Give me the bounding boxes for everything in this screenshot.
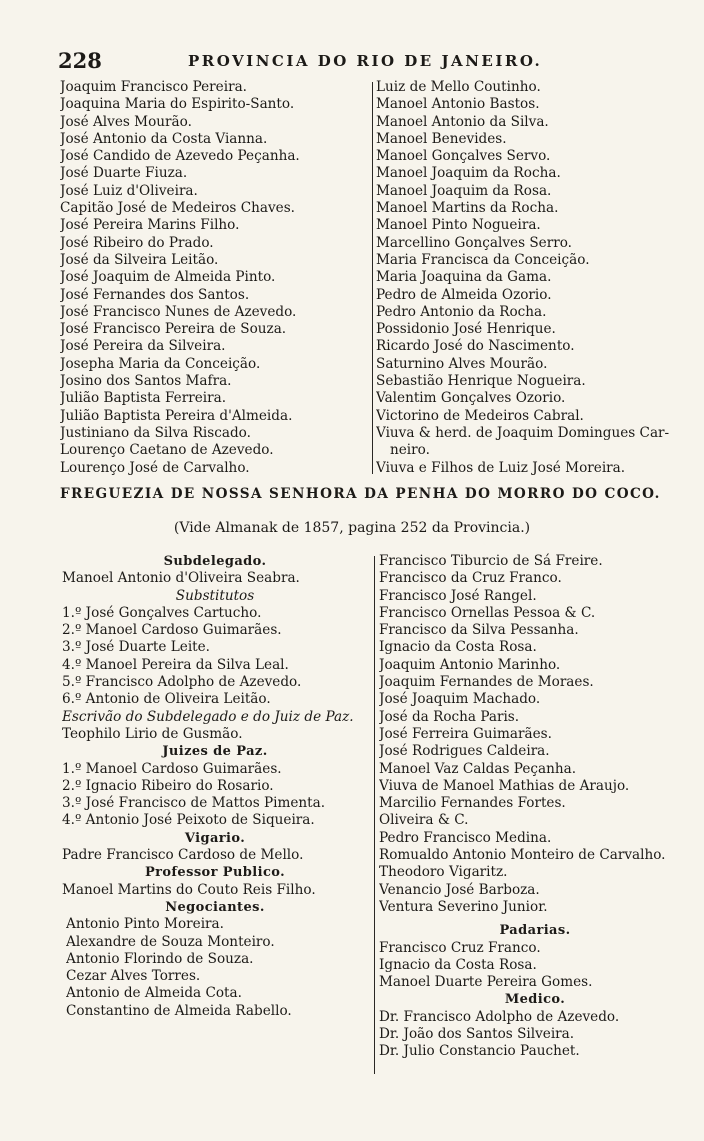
merchant-item: Marcilio Fernandes Fortes. xyxy=(379,795,566,812)
list-item: José da Silveira Leitão. xyxy=(60,251,219,268)
list-item: José Alves Mourão. xyxy=(60,113,192,130)
list-item: Manoel Martins da Rocha. xyxy=(376,200,559,217)
merchant-item: José Rodrigues Caldeira. xyxy=(379,743,550,760)
negociante-item: Constantino de Almeida Rabello. xyxy=(66,1002,292,1019)
list-item: José Pereira da Silveira. xyxy=(60,338,226,355)
section-title: FREGUEZIA DE NOSSA SENHORA DA PENHA DO MORRO DO COCO. xyxy=(60,486,661,502)
list-item: José Candido de Azevedo Peçanha. xyxy=(60,148,300,165)
juiz-item: 2.º Ignacio Ribeiro do Rosario. xyxy=(62,777,274,794)
merchant-item: Romualdo Antonio Monteiro de Carvalho. xyxy=(379,847,666,864)
merchant-item: Francisco da Cruz Franco. xyxy=(379,570,562,587)
list-item: Marcellino Gonçalves Serro. xyxy=(376,234,572,251)
merchant-item: Francisco da Silva Pessanha. xyxy=(379,622,579,639)
escrivao-name: Teophilo Lirio de Gusmão. xyxy=(62,725,243,742)
list-item: José Ribeiro do Prado. xyxy=(60,234,214,251)
padaria-item: Manoel Duarte Pereira Gomes. xyxy=(379,974,593,991)
list-item: Victorino de Medeiros Cabral. xyxy=(376,407,584,424)
list-item: Viuva & herd. de Joaquim Domingues Car- xyxy=(376,424,670,441)
merchant-item: Venancio José Barboza. xyxy=(379,881,540,898)
list-item: Joaquina Maria do Espirito-Santo. xyxy=(60,96,295,113)
page-header xyxy=(58,48,674,72)
substituto-item: 5.º Francisco Adolpho de Azevedo. xyxy=(62,674,302,691)
substituto-item: 2.º Manoel Cardoso Guimarães. xyxy=(62,622,282,639)
professor-heading: Professor Publico. xyxy=(144,865,286,881)
vigario-heading: Vigario. xyxy=(184,830,246,846)
juiz-item: 3.º José Francisco de Mattos Pimenta. xyxy=(62,795,326,812)
list-item: Possidonio José Henrique. xyxy=(376,321,556,338)
substitutos-list xyxy=(62,605,368,709)
medicos-list xyxy=(379,1009,691,1061)
list-item: Josino dos Santos Mafra. xyxy=(60,373,232,390)
list-item: José Duarte Fiuza. xyxy=(60,165,188,182)
juiz-item: 1.º Manoel Cardoso Guimarães. xyxy=(62,760,282,777)
list-item: Valentim Gonçalves Ozorio. xyxy=(376,390,566,407)
list-item: Manoel Pinto Nogueira. xyxy=(376,217,541,234)
merchant-item: Francisco Tiburcio de Sá Freire. xyxy=(379,553,603,569)
list-item: Ricardo José do Nascimento. xyxy=(376,338,575,355)
list-item: Lourenço José de Carvalho. xyxy=(60,459,250,476)
bottom-column-rule xyxy=(374,556,375,1074)
list-item: Maria Joaquina da Gama. xyxy=(376,269,552,286)
list-item: Viuva e Filhos de Luiz José Moreira. xyxy=(376,459,626,476)
merchant-item: Francisco José Rangel. xyxy=(379,587,537,604)
list-item: Joaquim Francisco Pereira. xyxy=(60,79,247,95)
negociante-item: Alexandre de Souza Monteiro. xyxy=(66,933,275,950)
negociante-item: Antonio de Almeida Cota. xyxy=(66,985,242,1002)
negociantes-heading: Negociantes. xyxy=(165,899,265,915)
top-column-rule xyxy=(372,82,373,474)
merchant-item: Francisco Ornellas Pessoa & C. xyxy=(379,604,596,621)
medico-heading: Medico. xyxy=(504,992,566,1008)
list-item: José Fernandes dos Santos. xyxy=(60,286,250,303)
merchant-item: Manoel Vaz Caldas Peçanha. xyxy=(379,760,577,777)
padaria-item: Ignacio da Costa Rosa. xyxy=(379,956,537,973)
list-item: José Pereira Marins Filho. xyxy=(60,217,240,234)
negociante-item: Antonio Florindo de Souza. xyxy=(66,950,254,967)
list-item: Manoel Antonio da Silva. xyxy=(376,113,549,130)
juizes-heading: Juizes de Paz. xyxy=(162,744,268,760)
substituto-item: 3.º José Duarte Leite. xyxy=(62,639,210,656)
vigario-name: Padre Francisco Cardoso de Mello. xyxy=(62,847,304,864)
subdelegado-name: Manoel Antonio d'Oliveira Seabra. xyxy=(62,570,300,587)
right-merchant-list xyxy=(379,553,691,916)
merchant-item: Joaquim Fernandes de Moraes. xyxy=(379,674,594,691)
medico-item: Dr. Julio Constancio Pauchet. xyxy=(379,1043,580,1060)
negociante-item: Cezar Alves Torres. xyxy=(66,968,201,985)
list-item: Saturnino Alves Mourão. xyxy=(376,355,548,372)
list-item: Julião Baptista Ferreira. xyxy=(60,390,227,407)
list-item: Manoel Antonio Bastos. xyxy=(376,96,540,113)
merchant-item: José da Rocha Paris. xyxy=(379,708,520,725)
list-item: Pedro Antonio da Rocha. xyxy=(376,303,547,320)
substituto-item: 4.º Manoel Pereira da Silva Leal. xyxy=(62,656,289,673)
list-item: Josepha Maria da Conceição. xyxy=(60,355,261,372)
merchant-item: Ignacio da Costa Rosa. xyxy=(379,639,537,656)
page-number: 228 xyxy=(58,48,102,73)
juizes-list xyxy=(62,761,368,830)
substitutos-heading: Substitutos xyxy=(175,587,255,604)
list-item: Pedro de Almeida Ozorio. xyxy=(376,286,552,303)
list-item: José Francisco Pereira de Souza. xyxy=(60,321,287,338)
list-item: Julião Baptista Pereira d'Almeida. xyxy=(60,407,293,424)
subdelegado-heading: Subdelegado. xyxy=(163,554,267,569)
list-item: José Luiz d'Oliveira. xyxy=(60,182,198,199)
list-item: Manoel Joaquim da Rocha. xyxy=(376,165,561,182)
merchant-item: José Ferreira Guimarães. xyxy=(379,725,552,742)
list-item: neiro. xyxy=(390,442,430,459)
padarias-list xyxy=(379,940,691,992)
merchant-item: Theodoro Vigaritz. xyxy=(379,864,508,881)
top-left-column xyxy=(60,79,365,477)
padaria-item: Francisco Cruz Franco. xyxy=(379,939,541,956)
list-item: Sebastião Henrique Nogueira. xyxy=(376,373,586,390)
list-item: Manoel Benevides. xyxy=(376,130,507,147)
list-item: Luiz de Mello Coutinho. xyxy=(376,79,541,95)
negociantes-list xyxy=(62,916,368,1020)
merchant-item: Ventura Severino Junior. xyxy=(379,898,548,915)
medico-item: Dr. João dos Santos Silveira. xyxy=(379,1026,575,1043)
section-note: (Vide Almanak de 1857, pagina 252 da Provincia.) xyxy=(173,520,531,536)
list-item: Manoel Gonçalves Servo. xyxy=(376,148,551,165)
bottom-right-column xyxy=(379,553,691,1061)
list-item: José Joaquim de Almeida Pinto. xyxy=(60,269,276,286)
substituto-item: 1.º José Gonçalves Cartucho. xyxy=(62,604,262,621)
escrivao-heading: Escrivão do Subdelegado e do Juiz de Paz. xyxy=(62,708,354,725)
running-title: PROVINCIA DO RIO DE JANEIRO. xyxy=(188,52,543,70)
list-item: Justiniano da Silva Riscado. xyxy=(60,424,251,441)
medico-item: Dr. Francisco Adolpho de Azevedo. xyxy=(379,1008,620,1025)
bottom-left-column xyxy=(62,553,368,1020)
list-item: Capitão José de Medeiros Chaves. xyxy=(60,200,295,217)
merchant-item: Pedro Francisco Medina. xyxy=(379,829,552,846)
juiz-item: 4.º Antonio José Peixoto de Siqueira. xyxy=(62,812,315,829)
list-item: Lourenço Caetano de Azevedo. xyxy=(60,442,274,459)
top-right-column xyxy=(376,79,686,477)
list-item: Maria Francisca da Conceição. xyxy=(376,251,590,268)
list-item: José Antonio da Costa Vianna. xyxy=(60,130,268,147)
negociante-item: Antonio Pinto Moreira. xyxy=(66,916,224,933)
merchant-item: Oliveira & C. xyxy=(379,812,469,829)
merchant-item: Joaquim Antonio Marinho. xyxy=(379,656,561,673)
list-item: José Francisco Nunes de Azevedo. xyxy=(60,303,297,320)
merchant-item: Viuva de Manoel Mathias de Araujo. xyxy=(379,777,630,794)
list-item: Manoel Joaquim da Rosa. xyxy=(376,182,552,199)
professor-name: Manoel Martins do Couto Reis Filho. xyxy=(62,881,316,898)
padarias-heading: Padarias. xyxy=(499,923,571,939)
merchant-item: José Joaquim Machado. xyxy=(379,691,541,708)
substituto-item: 6.º Antonio de Oliveira Leitão. xyxy=(62,691,271,708)
